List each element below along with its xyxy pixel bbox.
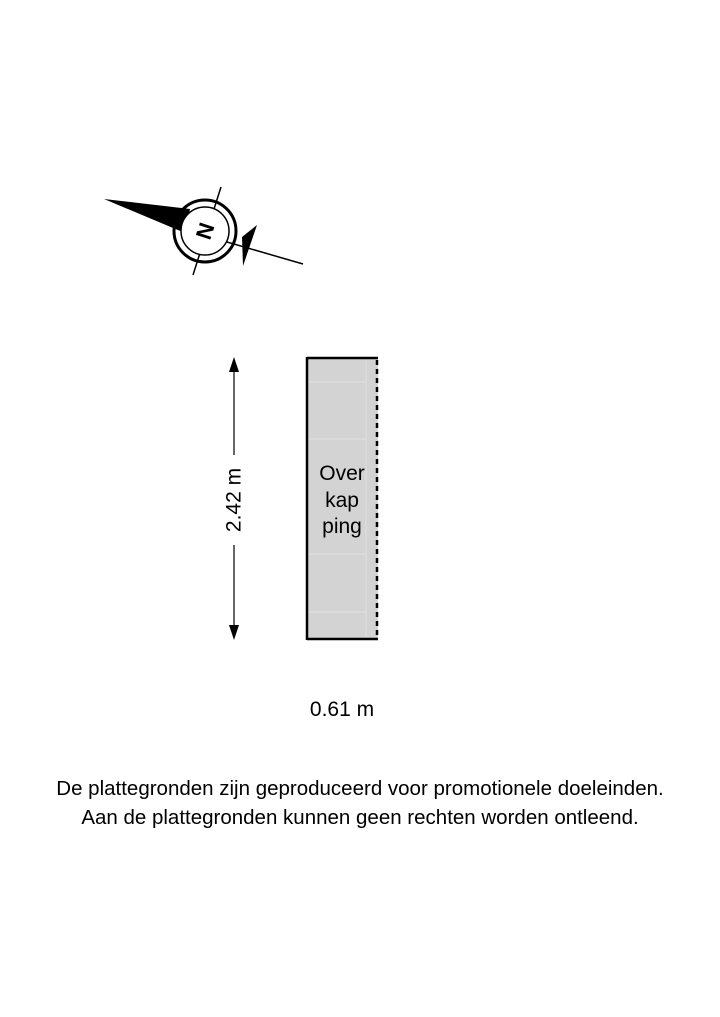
height-dimension (223, 357, 246, 640)
height-dimension-label: 2.42 m (222, 467, 246, 533)
disclaimer-line-2: Aan de plattegronden kunnen geen rechten worden ontleend. (81, 806, 639, 829)
compass-north-label: N (190, 219, 220, 243)
width-dimension-label: 0.61 m (309, 698, 375, 721)
room-label-line-2: kap (325, 489, 359, 512)
disclaimer-line-1: De plattegronden zijn geproduceerd voor promotionele doeleinden. (56, 777, 664, 800)
room-label-line-1: Over (319, 462, 365, 485)
disclaimer (0, 774, 720, 832)
room-label-line-3: ping (322, 515, 362, 538)
north-arrow-compass-icon (104, 187, 303, 275)
room-overkapping (307, 357, 378, 640)
